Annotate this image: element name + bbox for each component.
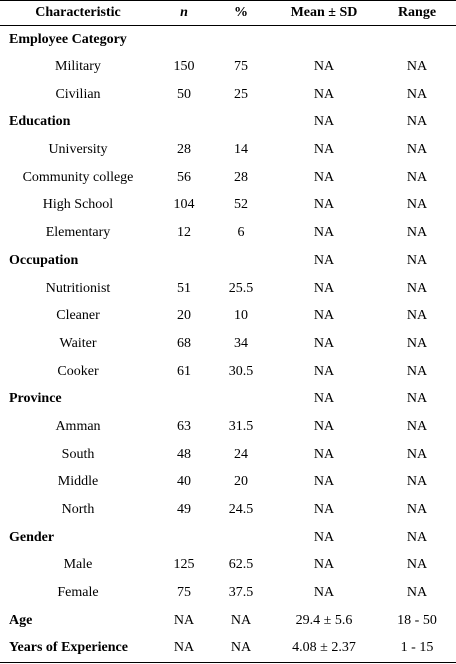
- row-percent-cell: 10: [234, 308, 248, 324]
- row-label-cell: North: [61, 502, 95, 518]
- row-label-cell: Occupation: [9, 252, 79, 268]
- row-label-cell: Education: [9, 114, 71, 130]
- row-range-cell: NA: [406, 225, 428, 241]
- row-n-cell: 56: [177, 169, 191, 185]
- row-label-cell: Middle: [57, 474, 99, 490]
- row-label-cell: South: [61, 446, 95, 462]
- row-percent-cell: 30.5: [228, 363, 254, 379]
- row-n-cell: NA: [173, 612, 195, 628]
- header-range: Range: [378, 1, 456, 26]
- row-mean-sd-cell: NA: [313, 142, 335, 158]
- row-mean-sd-cell: NA: [313, 585, 335, 601]
- row-n-cell: 68: [177, 335, 191, 351]
- table-body: [0, 26, 456, 663]
- table-row: [0, 302, 456, 330]
- row-label-cell: Cooker: [57, 363, 99, 379]
- row-percent-cell: NA: [230, 612, 252, 628]
- row-percent-cell: 20: [234, 474, 248, 490]
- row-range-cell: NA: [406, 142, 428, 158]
- row-percent-cell: 25: [234, 86, 248, 102]
- row-range-cell: 1 - 15: [378, 635, 456, 663]
- row-n-cell: 150: [173, 59, 195, 75]
- table-row: [0, 136, 456, 164]
- row-label-cell: Civilian: [55, 86, 101, 102]
- row-range-cell: NA: [406, 418, 428, 434]
- row-range-cell: NA: [406, 197, 428, 213]
- row-label-cell: Gender: [9, 529, 55, 545]
- header-characteristic: Characteristic: [0, 1, 156, 26]
- row-n-cell: 48: [177, 446, 191, 462]
- row-label-cell: Amman: [55, 418, 101, 434]
- row-n-cell: 104: [173, 197, 195, 213]
- table-row: [0, 552, 456, 580]
- table-row: [0, 81, 456, 109]
- row-label-cell: Employee Category: [9, 31, 127, 47]
- row-label-cell: Community college: [22, 169, 134, 185]
- row-percent-cell: [212, 109, 270, 137]
- row-n-cell: 63: [177, 418, 191, 434]
- row-percent-cell: 62.5: [228, 557, 254, 573]
- row-percent-cell: 31.5: [228, 418, 254, 434]
- row-mean-sd-cell: NA: [313, 418, 335, 434]
- row-range-cell: NA: [406, 114, 428, 130]
- table-row: [0, 53, 456, 81]
- row-n-cell: 49: [177, 502, 191, 518]
- row-mean-sd-cell: 29.4 ± 5.6: [295, 612, 353, 628]
- row-percent-cell: 6: [237, 225, 245, 241]
- row-label-cell: Male: [63, 557, 93, 573]
- row-label-cell: Years of Experience: [0, 635, 156, 663]
- row-range-cell: NA: [406, 363, 428, 379]
- row-mean-sd-cell: NA: [313, 114, 335, 130]
- row-range-cell: NA: [406, 86, 428, 102]
- table-header: [0, 1, 456, 26]
- row-mean-sd-cell: NA: [313, 529, 335, 545]
- row-n-cell: 61: [177, 363, 191, 379]
- table-row: [0, 469, 456, 497]
- row-n-cell: [156, 247, 212, 275]
- row-percent-cell: 28: [234, 169, 248, 185]
- row-percent-cell: [212, 385, 270, 413]
- table-row-category: [0, 524, 456, 552]
- row-mean-sd-cell: NA: [313, 363, 335, 379]
- table-row-category: [0, 385, 456, 413]
- row-range-cell: NA: [406, 474, 428, 490]
- row-range-cell: NA: [406, 59, 428, 75]
- row-range-cell: NA: [406, 280, 428, 296]
- row-percent-cell: 52: [234, 197, 248, 213]
- table-row: [0, 275, 456, 303]
- row-range-cell: NA: [406, 391, 428, 407]
- table-row-category: [0, 635, 456, 663]
- row-percent-cell: 24: [234, 446, 248, 462]
- row-mean-sd-cell: NA: [313, 197, 335, 213]
- row-label-cell: Cleaner: [56, 308, 100, 324]
- row-mean-sd-cell: NA: [313, 391, 335, 407]
- table-row: [0, 330, 456, 358]
- row-range-cell: NA: [406, 308, 428, 324]
- row-percent-cell: [212, 247, 270, 275]
- row-range-cell: NA: [406, 585, 428, 601]
- row-label-cell: Nutritionist: [45, 280, 111, 296]
- row-percent-cell: 14: [234, 142, 248, 158]
- row-mean-sd-cell: NA: [313, 169, 335, 185]
- table-row: [0, 164, 456, 192]
- row-percent-cell: 37.5: [228, 585, 254, 601]
- header-row: [0, 1, 456, 26]
- row-percent-cell: 75: [234, 59, 248, 75]
- header-mean-sd: Mean ± SD: [270, 1, 378, 26]
- row-mean-sd-cell: NA: [313, 252, 335, 268]
- table-row: [0, 496, 456, 524]
- row-mean-sd-cell: NA: [313, 225, 335, 241]
- row-mean-sd-cell: NA: [313, 86, 335, 102]
- row-mean-sd-cell: 4.08 ± 2.37: [270, 635, 378, 663]
- row-percent-cell: 24.5: [228, 502, 254, 518]
- row-mean-sd-cell: [270, 26, 378, 54]
- row-mean-sd-cell: NA: [313, 557, 335, 573]
- header-percent: %: [212, 1, 270, 26]
- table-row: [0, 579, 456, 607]
- row-mean-sd-cell: NA: [313, 474, 335, 490]
- row-range-cell: NA: [406, 446, 428, 462]
- row-percent-cell: [212, 524, 270, 552]
- table-row-category: [0, 247, 456, 275]
- row-label-cell: University: [48, 142, 108, 158]
- row-range-cell: [378, 26, 456, 54]
- row-label-cell: High School: [42, 197, 114, 213]
- row-mean-sd-cell: NA: [313, 502, 335, 518]
- row-n-cell: 75: [177, 585, 191, 601]
- table-row: [0, 441, 456, 469]
- row-label-cell: Waiter: [59, 335, 97, 351]
- row-range-cell: NA: [406, 335, 428, 351]
- row-label-cell: Province: [9, 391, 62, 407]
- row-label-cell: Elementary: [45, 225, 111, 241]
- row-mean-sd-cell: NA: [313, 335, 335, 351]
- row-n-cell: 28: [177, 142, 191, 158]
- table-row: [0, 192, 456, 220]
- row-n-cell: 20: [177, 308, 191, 324]
- row-n-cell: 40: [177, 474, 191, 490]
- row-range-cell: NA: [406, 529, 428, 545]
- row-n-cell: 12: [177, 225, 191, 241]
- row-range-cell: NA: [406, 252, 428, 268]
- table-row: [0, 358, 456, 386]
- row-range-cell: NA: [406, 557, 428, 573]
- row-n-cell: NA: [156, 635, 212, 663]
- row-mean-sd-cell: NA: [313, 446, 335, 462]
- row-n-cell: [156, 26, 212, 54]
- row-mean-sd-cell: NA: [313, 59, 335, 75]
- row-n-cell: [156, 109, 212, 137]
- row-range-cell: 18 - 50: [397, 612, 437, 628]
- row-label-cell: Female: [57, 585, 99, 601]
- row-n-cell: [156, 524, 212, 552]
- row-range-cell: NA: [406, 502, 428, 518]
- table-row: [0, 413, 456, 441]
- row-percent-cell: [212, 26, 270, 54]
- row-n-cell: 51: [177, 280, 191, 296]
- table-row-category: [0, 607, 456, 635]
- row-percent-cell: 25.5: [228, 280, 254, 296]
- row-range-cell: NA: [406, 169, 428, 185]
- row-percent-cell: NA: [212, 635, 270, 663]
- table-row: [0, 219, 456, 247]
- header-n: n: [156, 1, 212, 26]
- row-mean-sd-cell: NA: [313, 280, 335, 296]
- row-percent-cell: 34: [234, 335, 248, 351]
- row-n-cell: [156, 385, 212, 413]
- row-mean-sd-cell: NA: [313, 308, 335, 324]
- table-row-category: [0, 26, 456, 54]
- table-row-category: [0, 109, 456, 137]
- row-n-cell: 50: [177, 86, 191, 102]
- row-label-cell: Military: [55, 59, 101, 75]
- row-label-cell: Age: [9, 612, 33, 628]
- row-n-cell: 125: [173, 557, 195, 573]
